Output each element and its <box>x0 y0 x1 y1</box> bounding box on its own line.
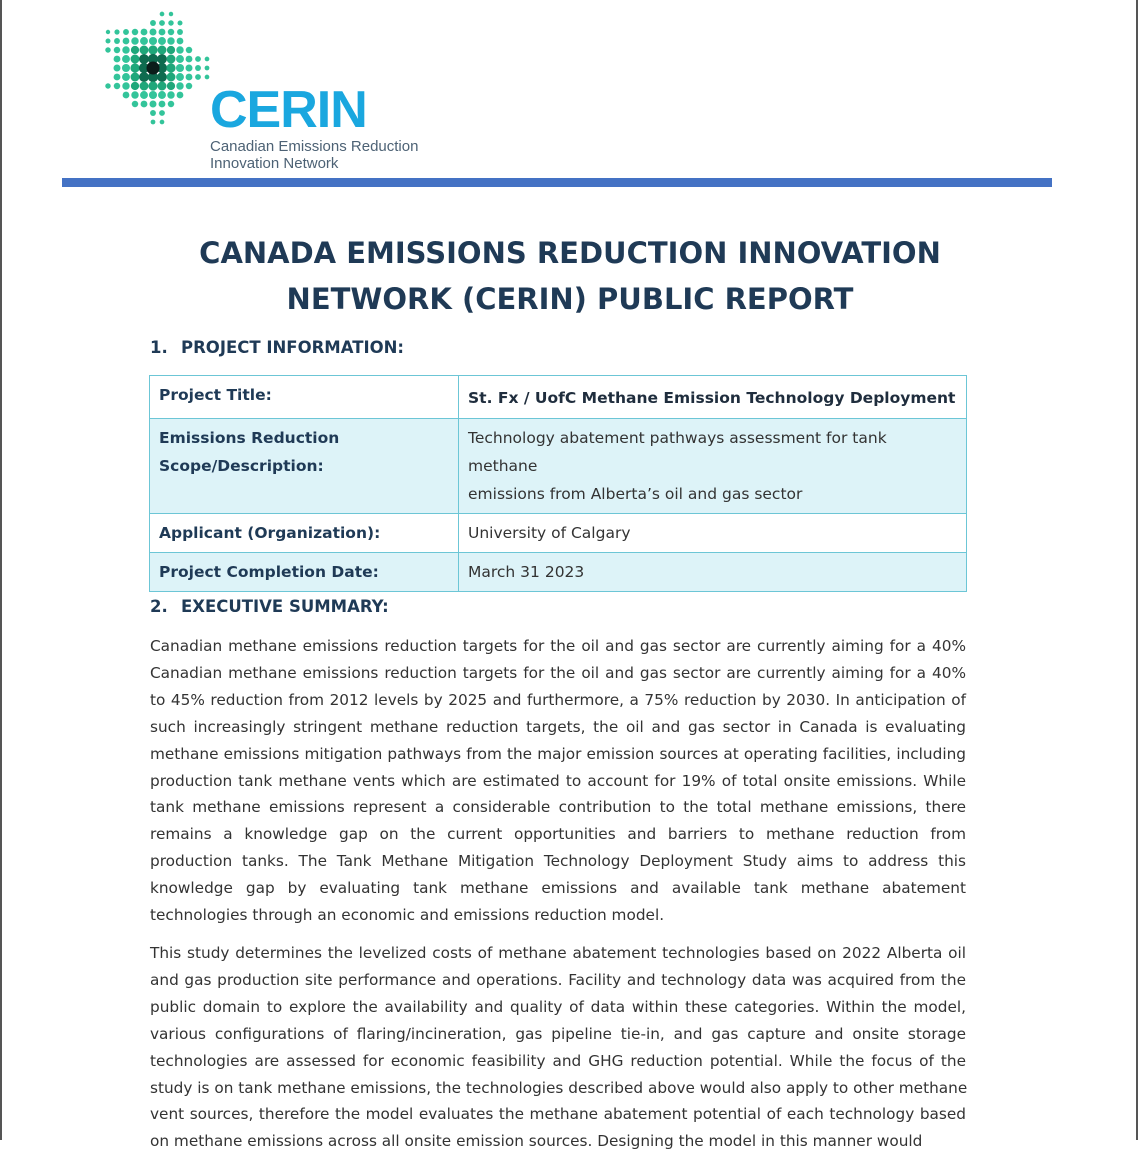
logo-dot <box>148 45 157 54</box>
table-row <box>150 376 967 419</box>
logo-dot <box>114 56 121 63</box>
summary-paragraph-1-lines <box>150 633 966 929</box>
section-heading-project-information <box>150 338 404 357</box>
logo-dot <box>148 81 157 90</box>
table-value-applicant: University of Calgary <box>459 514 967 553</box>
logo-dot <box>114 83 120 89</box>
paragraph-line: technologies are assessed for economic feasibility and GHG reduction potential. While the focus of the <box>150 1051 966 1070</box>
logo-dot <box>159 20 165 26</box>
logo-dot <box>140 91 148 99</box>
logo-dot <box>150 20 156 26</box>
table-label-completion-date: Project Completion Date: <box>150 553 459 592</box>
logo-dot <box>158 82 167 91</box>
logo-dot <box>177 92 184 99</box>
logo-dot <box>157 54 167 64</box>
report-title-line1: CANADA EMISSIONS REDUCTION INNOVATION <box>199 236 941 270</box>
logo-dot <box>157 72 167 82</box>
cerin-logo <box>84 4 464 174</box>
logo-dot <box>114 65 121 72</box>
section-heading-executive-summary <box>150 597 389 616</box>
logo-dot <box>167 37 174 44</box>
table-value-completion-date: March 31 2023 <box>459 553 967 592</box>
table-row <box>150 419 967 514</box>
logo-center-dot <box>147 62 160 75</box>
logo-dot <box>167 91 174 98</box>
paragraph-line: various configurations of flaring/incineration, gas pipeline tie-in, and gas capture and onsite storage <box>150 1024 966 1043</box>
maple-leaf-dots-icon <box>84 4 224 134</box>
logo-dot <box>122 73 130 81</box>
logo-wordmark: CERIN <box>210 81 367 139</box>
logo-dot <box>176 55 184 63</box>
paragraph-line: tank methane emissions represent a considerable contribution to the total methane emissions, there <box>150 798 966 817</box>
section-heading-text: EXECUTIVE SUMMARY: <box>181 597 389 616</box>
logo-dot <box>176 82 183 89</box>
paragraph-line: This study determines the levelized costs of methane abatement technologies based on 2022 Alberta oil <box>150 944 966 962</box>
logo-dot <box>186 65 193 72</box>
report-title-line2: NETWORK (CERIN) PUBLIC REPORT <box>286 282 854 316</box>
logo-dot <box>130 63 139 72</box>
paragraph-line: public domain to explore the availability and quality of data within these categories. Within the model, <box>150 997 966 1016</box>
paragraph-line: to 45% reduction from 2012 levels by 2025 and furthermore, a 75% reduction by 2030. In anticipation of <box>150 690 966 709</box>
logo-dot <box>176 46 183 53</box>
summary-paragraph-1 <box>150 633 966 929</box>
logo-dot <box>150 29 157 36</box>
summary-paragraph-2 <box>150 940 966 1155</box>
logo-dot <box>160 12 165 17</box>
logo-dot <box>122 64 130 72</box>
logo-dot <box>140 46 149 55</box>
logo-dot <box>167 55 176 64</box>
logo-dot <box>205 66 210 71</box>
paragraph-line: study is on tank methane emissions, the technologies described above would also apply to other methane <box>150 1078 968 1097</box>
logo-dot <box>167 46 175 54</box>
logo-dot <box>131 82 139 90</box>
logo-dot <box>166 63 175 72</box>
logo-subtitle <box>210 138 418 172</box>
table-value-project-title: St. Fx / UofC Methane Emission Technology Deployment <box>459 376 967 419</box>
logo-dot <box>149 91 157 99</box>
paragraph-line: such increasingly stringent methane reduction targets, the oil and gas sector in Canada is evaluating <box>150 717 966 736</box>
logo-dot <box>205 75 210 80</box>
logo-dot <box>158 91 166 99</box>
paragraph-line: knowledge gap by evaluating tank methane emissions and available tank methane abatement <box>150 879 966 898</box>
logo-dot <box>177 29 183 35</box>
logo-dot <box>168 20 173 25</box>
header-rule <box>62 178 1052 187</box>
logo-dot <box>186 83 192 89</box>
logo-dot <box>141 101 148 108</box>
table-value-scope <box>459 419 967 514</box>
logo-dot <box>140 82 149 91</box>
paragraph-line: methane emissions mitigation pathways from the major emission sources at operating facilities, including <box>150 744 966 763</box>
logo-dot <box>168 101 174 107</box>
paragraph-line: and gas production site performance and operations. Facility and technology data was acquired from the <box>150 970 966 989</box>
logo-dot <box>131 73 140 82</box>
logo-dot <box>195 74 201 80</box>
logo-dot <box>159 29 166 36</box>
logo-dot <box>150 101 157 108</box>
logo-dot <box>114 47 120 53</box>
logo-dot <box>159 110 165 116</box>
project-info-table <box>149 375 967 592</box>
summary-paragraph-2-lines <box>150 940 966 1155</box>
table-value-scope-line1: Technology abatement pathways assessment for tank methane <box>468 429 887 475</box>
logo-dot <box>150 110 156 116</box>
logo-dot <box>123 38 130 45</box>
logo-dot <box>114 74 121 81</box>
table-label-scope-line2: Scope/Description: <box>159 457 324 475</box>
paragraph-line: technologies through an economic and emissions reduction model. <box>150 906 665 925</box>
logo-dot <box>159 101 166 108</box>
logo-subtitle-line1: Canadian Emissions Reduction <box>210 138 419 155</box>
section-heading-text: PROJECT INFORMATION: <box>181 338 405 357</box>
section-number: 2. <box>150 597 168 616</box>
section-number: 1. <box>150 338 168 357</box>
logo-dot <box>141 29 148 36</box>
logo-dot <box>195 65 201 71</box>
logo-dot <box>131 91 138 98</box>
logo-dot <box>176 73 184 81</box>
logo-dot <box>139 72 149 82</box>
logo-dot <box>122 82 129 89</box>
paragraph-line: Canadian methane emissions reduction targets for the oil and gas sector are currently aiming for a 40% <box>150 663 966 682</box>
logo-dot <box>186 47 192 53</box>
table-label-scope-line1: Emissions Reduction <box>159 429 340 447</box>
logo-dot <box>169 12 173 16</box>
logo-dot <box>186 56 193 63</box>
logo-dot <box>158 37 166 45</box>
logo-dot <box>140 37 148 45</box>
paragraph-line: vent sources, therefore the model evaluates the methane abatement potential of each technology based <box>150 1105 966 1124</box>
table-row <box>150 514 967 553</box>
table-label-project-title: Project Title: <box>150 376 459 419</box>
table-row <box>150 553 967 592</box>
paragraph-line: production tanks. The Tank Methane Mitigation Technology Deployment Study aims to address this <box>150 852 966 871</box>
paragraph-line: Canadian methane emissions reduction targets for the oil and gas sector are currently aiming for a 40% <box>150 637 966 655</box>
table-value-scope-line2: emissions from Alberta’s oil and gas sector <box>468 485 803 503</box>
paragraph-line: on methane emissions across all onsite emission sources. Designing the model in this manner would <box>150 1132 923 1151</box>
logo-dot <box>167 73 176 82</box>
logo-dot <box>122 55 130 63</box>
logo-dot <box>131 37 138 44</box>
logo-dot <box>178 21 183 26</box>
logo-dot <box>106 39 111 44</box>
logo-dot <box>205 57 210 62</box>
logo-dot <box>160 120 165 125</box>
logo-dot <box>195 56 201 62</box>
logo-dot <box>122 46 129 53</box>
logo-dot <box>132 101 138 107</box>
paragraph-line: production tank methane vents which are estimated to account for 19% of total onsite emissions. While <box>150 771 966 790</box>
logo-dot <box>131 46 139 54</box>
logo-dot <box>123 92 130 99</box>
report-title <box>120 230 1020 322</box>
logo-dot <box>176 64 184 72</box>
table-label-scope <box>150 419 459 514</box>
logo-dot <box>114 38 120 44</box>
logo-dot <box>114 29 119 34</box>
logo-dot <box>186 74 193 81</box>
logo-dot <box>131 55 140 64</box>
logo-dot <box>105 83 110 88</box>
logo-dot <box>105 47 110 52</box>
paragraph-line: remains a knowledge gap on the current opportunities and barriers to methane reduction from <box>150 825 966 844</box>
table-label-applicant: Applicant (Organization): <box>150 514 459 553</box>
logo-dot <box>132 29 138 35</box>
logo-dot <box>106 30 110 34</box>
logo-subtitle-line2: Innovation Network <box>210 155 339 172</box>
logo-dot <box>168 29 174 35</box>
logo-dot <box>151 120 156 125</box>
logo-dot <box>158 46 167 55</box>
logo-dot <box>177 38 184 45</box>
logo-dot <box>123 29 129 35</box>
logo-dot <box>167 82 175 90</box>
logo-dot <box>149 37 157 45</box>
logo-dot <box>139 54 149 64</box>
